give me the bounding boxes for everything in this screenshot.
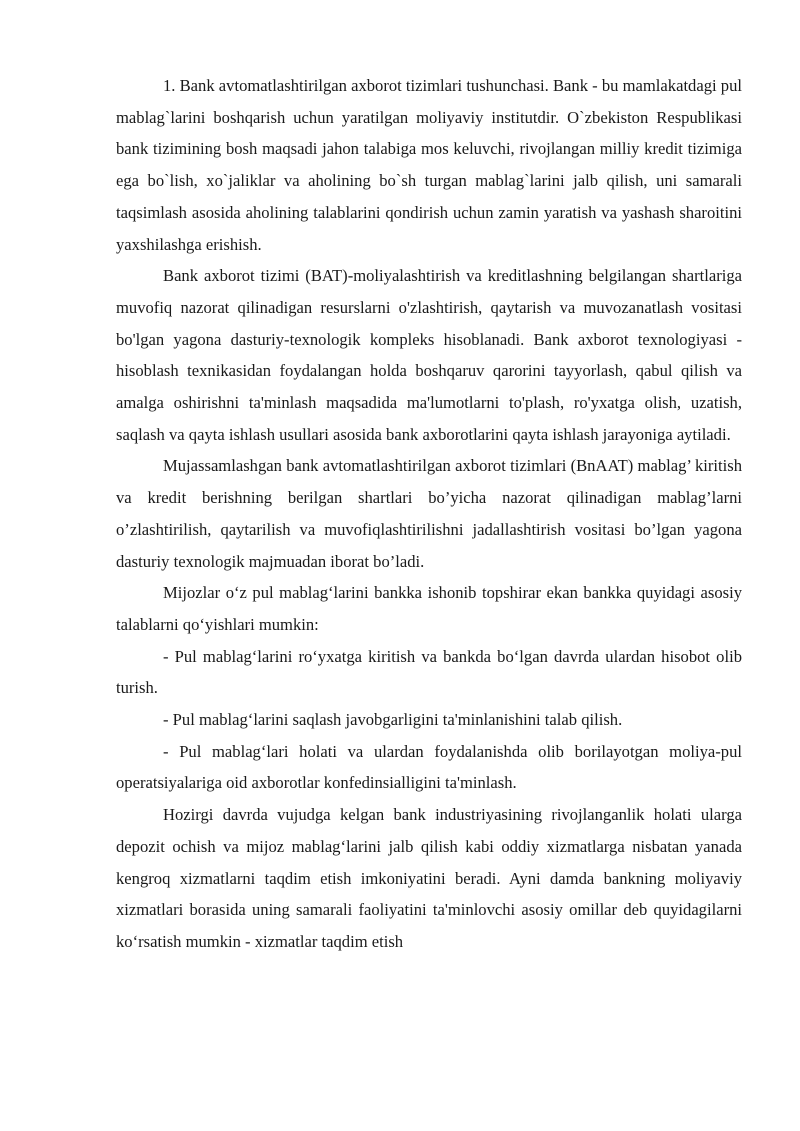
- paragraph-client-requirements-intro: Mijozlar o‘z pul mablag‘larini bankka ishonib topshirar ekan bankka quyidagi asosiy talablarni qo‘yishlari mumkin:: [116, 583, 742, 634]
- paragraph-bat-definition: Bank axborot tizimi (BAT)-moliyalashtirish va kreditlashning belgilangan shartlariga muvofiq nazorat qilinadigan resurslarni o'zlashtirish, qaytarish va muvozanatlash vositasi bo'lgan yagona dasturiy-texnologik kompleks hisoblanadi. Bank axborot texnologiyasi - hisoblash texnikasidan foydalangan holda boshqaruv qarorini tayyorlash, qabul qilish va amalga oshirishni ta'minlash maqsadida ma'lumotlarni to'plash, ro'yxatga olish, uzatish, saqlash va qayta ishlash usullari asosida bank axborotlarini qayta ishlash jarayoniga aytiladi.: [116, 266, 742, 444]
- list-item-requirement-1: - Pul mablag‘larini ro‘yxatga kiritish va bankda bo‘lgan davrda ulardan hisobot olib turish.: [116, 646, 742, 698]
- paragraph-bank-industry: Hozirgi davrda vujudga kelgan bank industriyasining rivojlanganlik holati ularga depozit ochish va mijoz mablag‘larini jalb qilish kabi oddiy xizmatlarga nisbatan yanada kengroq xizmatlarni taqdim etish imkoniyatini beradi. Ayni damda bankning moliyaviy xizmatlari borasida uning samarali faoliyatini ta'minlovchi asosiy omillar deb quyidagilarni ko‘rsatish mumkin - xizmatlar taqdim etish: [116, 805, 742, 951]
- list-item-requirement-3: - Pul mablag‘lari holati va ulardan foydalanishda olib borilayotgan moliya-pul operatsiyalariga oid axborotlar konfedinsialligini ta'minlash.: [116, 741, 742, 793]
- document-page: [116, 70, 742, 958]
- paragraph-bank-definition: 1. Bank avtomatlashtirilgan axborot tizimlari tushunchasi. Bank - bu mamlakatdagi pul mablag`larini boshqarish uchun yaratilgan moliyaviy institutdir. O`zbekiston Respublikasi bank tizimining bosh maqsadi jahon talabiga mos keluvchi, rivojlangan milliy kredit tizimiga ega bo`lish, xo`jaliklar va aholining bo`sh turgan mablag`larini jalb qilish, uni samarali taqsimlash asosida aholining talablarini qondirish uchun zamin yaratish va yashash sharoitini yaxshilashga erishish.: [116, 76, 742, 254]
- paragraph-bnaat-definition: Mujassamlashgan bank avtomatlashtirilgan axborot tizimlari (BnAAT) mablag’ kiritish va kredit berishning berilgan shartlari bo’yicha nazorat qilinadigan mablag’larni o’zlashtirilish, qaytarilish va muvofiqlashtirilishni jadallashtirish vositasi bo’lgan yagona dasturiy texnologik majmuadan iborat bo’ladi.: [116, 456, 742, 571]
- list-item-requirement-2: - Pul mablag‘larini saqlash javobgarligini ta'minlanishini talab qilish.: [163, 710, 623, 730]
